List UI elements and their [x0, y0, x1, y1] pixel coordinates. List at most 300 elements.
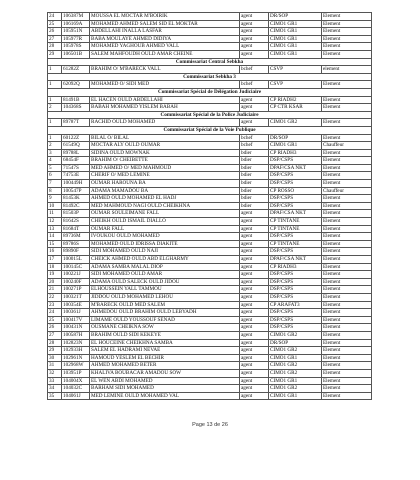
- row-number-cell: 27: [48, 35, 62, 43]
- unit-cell: DSP/CSPS: [269, 278, 322, 286]
- table-row: [48, 316, 372, 324]
- name-cell: AHMEDOU OULD BRAHIM OULD LEBYADH: [90, 309, 240, 317]
- unit-cell: DR/SOP: [269, 339, 322, 347]
- unit-cell: CSVP: [269, 66, 322, 74]
- grade-cell: agent: [240, 309, 269, 317]
- name-cell: EL HACEN OULD ABDELLAHI: [90, 96, 240, 104]
- table-row: [48, 339, 372, 347]
- matricule-cell: 104368S: [62, 104, 90, 112]
- table-row: [48, 233, 372, 241]
- role-cell: Element: [322, 104, 372, 112]
- matricule-cell: 102933H: [62, 347, 90, 355]
- matricule-cell: 100015L: [62, 256, 90, 264]
- role-cell: Element: [322, 309, 372, 317]
- row-number-cell: 28: [48, 339, 62, 347]
- role-cell: Element: [322, 369, 372, 377]
- unit-cell: CIMO1 GR2: [269, 385, 322, 393]
- unit-cell: CP TINTANE: [269, 218, 322, 226]
- matricule-cell: 60122Z: [62, 134, 90, 142]
- grade-cell: agent: [240, 324, 269, 332]
- unit-cell: DSP/CSPS: [269, 233, 322, 241]
- name-cell: ELHOUSSEIN YALL TAMMOU: [90, 286, 240, 294]
- grade-cell: agent: [240, 225, 269, 233]
- matricule-cell: 100145C: [62, 263, 90, 271]
- section-header-row: [48, 126, 372, 134]
- table-row: [48, 81, 372, 89]
- row-number-cell: 9: [48, 195, 62, 203]
- grade-cell: agent: [240, 104, 269, 112]
- unit-cell: DPAF/CSA NKT: [269, 256, 322, 264]
- unit-cell: CIMO1 GR1: [269, 35, 322, 43]
- table-row: [48, 324, 372, 332]
- unit-cell: CIMO1 GR1: [269, 50, 322, 58]
- table-row: [48, 180, 372, 188]
- name-cell: BABAH MOHAMED YISLEM BABAH: [90, 104, 240, 112]
- table-row: [48, 293, 372, 301]
- table-row: [48, 240, 372, 248]
- role-cell: Element: [322, 157, 372, 165]
- table-row: [48, 286, 372, 294]
- table-row: [48, 331, 372, 339]
- role-cell: Element: [322, 256, 372, 264]
- grade-cell: bdier: [240, 202, 269, 210]
- role-cell: Element: [322, 119, 372, 127]
- role-cell: Element: [322, 202, 372, 210]
- row-number-cell: 1: [48, 96, 62, 104]
- matricule-cell: 71547S: [62, 164, 90, 172]
- name-cell: ADAMA OULD SALECK OULD JIDOU: [90, 278, 240, 286]
- grade-cell: agent: [240, 263, 269, 271]
- name-cell: SALEM EL HADRAMI NEVAE: [90, 347, 240, 355]
- table-row: [48, 309, 372, 317]
- matricule-cell: 81642S: [62, 218, 90, 226]
- section-title: Commissariat Spécial de Délégation Judiciaire: [48, 88, 372, 96]
- grade-cell: agent: [240, 96, 269, 104]
- unit-cell: CIMO1 GR1: [269, 354, 322, 362]
- unit-cell: DSP/CSPS: [269, 309, 322, 317]
- name-cell: ADAMA MAMADOU BA: [90, 187, 240, 195]
- grade-cell: agent: [240, 377, 269, 385]
- role-cell: Element: [322, 172, 372, 180]
- name-cell: OUSMANE CHEIKNA SOW: [90, 324, 240, 332]
- name-cell: CHEICK AHMED OULD ABD ELGHARMY: [90, 256, 240, 264]
- section-header-row: [48, 88, 372, 96]
- grade-cell: agent: [240, 293, 269, 301]
- role-cell: Element: [322, 218, 372, 226]
- unit-cell: DR/SOP: [269, 13, 322, 21]
- grade-cell: agent: [240, 13, 269, 21]
- matricule-cell: 89736M: [62, 233, 90, 241]
- row-number-cell: 15: [48, 240, 62, 248]
- row-number-cell: 25: [48, 316, 62, 324]
- row-number-cell: 26: [48, 324, 62, 332]
- unit-cell: CP RIADH2: [269, 96, 322, 104]
- table-row: [48, 278, 372, 286]
- role-cell: Element: [322, 339, 372, 347]
- grade-cell: agent: [240, 278, 269, 286]
- row-number-cell: 33: [48, 377, 62, 385]
- grade-cell: agent: [240, 286, 269, 294]
- table-row: [48, 28, 372, 36]
- unit-cell: CSVP: [269, 81, 322, 89]
- name-cell: EL WEN ABDI MOHAMED: [90, 377, 240, 385]
- section-header-row: [48, 58, 372, 66]
- name-cell: JIDDOU OULD MOHAMED LEHOU: [90, 293, 240, 301]
- section-title: Commissariat Central Sebkha: [48, 58, 372, 66]
- table-row: [48, 377, 372, 385]
- name-cell: CHEIKH OULD ISMAIL DIALLO: [90, 218, 240, 226]
- matricule-cell: 105978S: [62, 43, 90, 51]
- row-number-cell: 8: [48, 187, 62, 195]
- table-row: [48, 13, 372, 21]
- row-number-cell: 21: [48, 286, 62, 294]
- row-number-cell: 18: [48, 263, 62, 271]
- role-cell: Element: [322, 331, 372, 339]
- matricule-cell: 81491B: [62, 96, 90, 104]
- unit-cell: CP ROSSO: [269, 187, 322, 195]
- table-row: [48, 134, 372, 142]
- grade-cell: bdier: [240, 172, 269, 180]
- row-number-cell: 29: [48, 50, 62, 58]
- name-cell: AHMED OULD MOHAMED EL HADJ: [90, 195, 240, 203]
- row-number-cell: 1: [48, 134, 62, 142]
- unit-cell: CIMO1 GR1: [269, 43, 322, 51]
- table-row: [48, 354, 372, 362]
- grade-cell: agent: [240, 347, 269, 355]
- personnel-table: [47, 12, 372, 400]
- table-row: [48, 50, 372, 58]
- role-cell: Element: [322, 240, 372, 248]
- matricule-cell: 106501B: [62, 50, 90, 58]
- row-number-cell: 1: [48, 81, 62, 89]
- role-cell: Element: [322, 180, 372, 188]
- row-number-cell: 22: [48, 293, 62, 301]
- role-cell: Element: [322, 301, 372, 309]
- table-row: [48, 225, 372, 233]
- name-cell: MOHAMED AHMED SALEM SID EL MOKTAR: [90, 20, 240, 28]
- unit-cell: CIMO1 GR1: [269, 28, 322, 36]
- unit-cell: CP TINTANE: [269, 225, 322, 233]
- grade-cell: agent: [240, 50, 269, 58]
- row-number-cell: 11: [48, 210, 62, 218]
- table-row: [48, 149, 372, 157]
- name-cell: BILAL O/ BILAL: [90, 134, 240, 142]
- matricule-cell: 100431N: [62, 324, 90, 332]
- row-number-cell: 26: [48, 28, 62, 36]
- row-number-cell: 16: [48, 248, 62, 256]
- name-cell: MOCTAR ALY OULD OUMAR: [90, 142, 240, 150]
- unit-cell: CIMO1 GR2: [269, 347, 322, 355]
- name-cell: EL HOUCEINE CHEIKHNA SAMBA: [90, 339, 240, 347]
- section-header-row: [48, 111, 372, 119]
- unit-cell: DSP/CSPS: [269, 248, 322, 256]
- grade-cell: bchef: [240, 134, 269, 142]
- row-number-cell: 17: [48, 256, 62, 264]
- matricule-cell: 89890F: [62, 248, 90, 256]
- matricule-cell: 106387M: [62, 13, 90, 21]
- grade-cell: bdier: [240, 187, 269, 195]
- matricule-cell: 89787T: [62, 119, 90, 127]
- name-cell: SIDI MOHAMED OULD NAJI: [90, 248, 240, 256]
- unit-cell: CIMO1 GR2: [269, 119, 322, 127]
- matricule-cell: 68454F: [62, 157, 90, 165]
- name-cell: HAMOUD YESLEM EL BECHIR: [90, 354, 240, 362]
- grade-cell: agent: [240, 256, 269, 264]
- matricule-cell: 100417V: [62, 316, 90, 324]
- grade-cell: agent: [240, 218, 269, 226]
- unit-cell: DSP/CSPS: [269, 324, 322, 332]
- grade-cell: bdier: [240, 180, 269, 188]
- matricule-cell: 89788L: [62, 149, 90, 157]
- unit-cell: DSP/CSPS: [269, 202, 322, 210]
- name-cell: ADAMA SAMBA MALAL DIOP: [90, 263, 240, 271]
- name-cell: ABDELLAHI INALLA LASFAR: [90, 28, 240, 36]
- grade-cell: agent: [240, 316, 269, 324]
- role-cell: Element: [322, 13, 372, 21]
- matricule-cell: 104032C: [62, 385, 90, 393]
- role-cell: Chauffeur: [322, 187, 372, 195]
- grade-cell: bdier: [240, 149, 269, 157]
- role-cell: Element: [322, 278, 372, 286]
- unit-cell: CIMO1 GR2: [269, 369, 322, 377]
- grade-cell: agent: [240, 20, 269, 28]
- role-cell: Element: [322, 28, 372, 36]
- row-number-cell: 5: [48, 164, 62, 172]
- table-row: [48, 347, 372, 355]
- row-number-cell: 25: [48, 20, 62, 28]
- role-cell: Element: [322, 20, 372, 28]
- unit-cell: CP RIADH3: [269, 149, 322, 157]
- unit-cell: CP RIADH3: [269, 263, 322, 271]
- role-cell: Element: [322, 324, 372, 332]
- row-number-cell: 24: [48, 309, 62, 317]
- name-cell: BARHAM SIDI MOHAMED: [90, 385, 240, 393]
- section-title: Commissariat Spécial de la Police Judiciaire: [48, 111, 372, 119]
- matricule-cell: 102823N: [62, 339, 90, 347]
- row-number-cell: 19: [48, 271, 62, 279]
- unit-cell: DPAF/CSA NKT: [269, 210, 322, 218]
- name-cell: SIDI MOHAMED OULD AMAR: [90, 271, 240, 279]
- role-cell: Element: [322, 286, 372, 294]
- matricule-cell: 100361J: [62, 309, 90, 317]
- grade-cell: agent: [240, 35, 269, 43]
- matricule-cell: 89786S: [62, 240, 90, 248]
- matricule-cell: 81453K: [62, 195, 90, 203]
- table-row: [48, 119, 372, 127]
- name-cell: AHMED MOHAMED BETER: [90, 362, 240, 370]
- role-cell: Element: [322, 50, 372, 58]
- grade-cell: agent: [240, 271, 269, 279]
- table-row: [48, 369, 372, 377]
- unit-cell: CIMO1 GR2: [269, 362, 322, 370]
- grade-cell: bchef: [240, 81, 269, 89]
- name-cell: MOUSSA EL MOCTAR M'BOIRIK: [90, 13, 240, 21]
- matricule-cell: 105951N: [62, 28, 90, 36]
- matricule-cell: 100221J: [62, 271, 90, 279]
- row-number-cell: 13: [48, 225, 62, 233]
- table-row: [48, 385, 372, 393]
- table-row: [48, 392, 372, 400]
- table-row: [48, 20, 372, 28]
- table-row: [48, 210, 372, 218]
- grade-cell: agent: [240, 248, 269, 256]
- unit-cell: DSP/CSPS: [269, 180, 322, 188]
- matricule-cell: 81684T: [62, 225, 90, 233]
- grade-cell: agent: [240, 354, 269, 362]
- personnel-table-container: [47, 12, 371, 400]
- page-number: Page 13 de 26: [192, 422, 228, 428]
- matricule-cell: 61549Q: [62, 142, 90, 150]
- grade-cell: agent: [240, 28, 269, 36]
- row-number-cell: 24: [48, 13, 62, 21]
- table-row: [48, 43, 372, 51]
- role-cell: Element: [322, 385, 372, 393]
- unit-cell: DR/SOP: [269, 134, 322, 142]
- unit-cell: CIMO1 GR2: [269, 331, 322, 339]
- name-cell: BABA MOULAYE AHMED DIDIYA: [90, 35, 240, 43]
- grade-cell: agent: [240, 369, 269, 377]
- name-cell: MED AHMED O/ MED MAHMOUD: [90, 164, 240, 172]
- role-cell: Element: [322, 225, 372, 233]
- grade-cell: agent: [240, 385, 269, 393]
- role-cell: Element: [322, 263, 372, 271]
- row-number-cell: 28: [48, 43, 62, 51]
- unit-cell: DPAF/CSA NKT: [269, 164, 322, 172]
- row-number-cell: 27: [48, 331, 62, 339]
- grade-cell: agent: [240, 43, 269, 51]
- table-row: [48, 271, 372, 279]
- matricule-cell: 81503P: [62, 210, 90, 218]
- table-row: [48, 195, 372, 203]
- unit-cell: CIMO1 GR1: [269, 20, 322, 28]
- role-cell: Element: [322, 248, 372, 256]
- matricule-cell: 61282Z: [62, 66, 90, 74]
- role-cell: Element: [322, 164, 372, 172]
- table-row: [48, 248, 372, 256]
- role-cell: Element: [322, 134, 372, 142]
- row-number-cell: 4: [48, 157, 62, 165]
- row-number-cell: 23: [48, 301, 62, 309]
- matricule-cell: 106169A: [62, 20, 90, 28]
- row-number-cell: 20: [48, 278, 62, 286]
- role-cell: Element: [322, 195, 372, 203]
- role-cell: Element: [322, 96, 372, 104]
- grade-cell: bdier: [240, 164, 269, 172]
- table-row: [48, 301, 372, 309]
- grade-cell: agent: [240, 392, 269, 400]
- role-cell: Element: [322, 43, 372, 51]
- role-cell: element: [322, 66, 372, 74]
- table-row: [48, 362, 372, 370]
- unit-cell: DSP/CSPS: [269, 286, 322, 294]
- name-cell: MOHAMED O/ SIDI MED: [90, 81, 240, 89]
- unit-cell: CP ARAFAT3: [269, 301, 322, 309]
- role-cell: Element: [322, 210, 372, 218]
- matricule-cell: 104061J: [62, 392, 90, 400]
- table-row: [48, 172, 372, 180]
- name-cell: BRAHIM O/ CHEIBETTE: [90, 157, 240, 165]
- grade-cell: agent: [240, 210, 269, 218]
- matricule-cell: 102961N: [62, 354, 90, 362]
- grade-cell: agent: [240, 301, 269, 309]
- matricule-cell: 100271P: [62, 286, 90, 294]
- section-header-row: [48, 73, 372, 81]
- role-cell: Chauffeur: [322, 142, 372, 150]
- matricule-cell: 100587H: [62, 331, 90, 339]
- matricule-cell: 100449H: [62, 180, 90, 188]
- name-cell: RACHID OULD MOHAMED: [90, 119, 240, 127]
- unit-cell: CIMO1 GR1: [269, 377, 322, 385]
- row-number-cell: 7: [48, 180, 62, 188]
- name-cell: BRAHIM OULD SIDI KEKEYE: [90, 331, 240, 339]
- role-cell: Element: [322, 392, 372, 400]
- name-cell: KHALIVA BOUBACAR AMADOU SOW: [90, 369, 240, 377]
- matricule-cell: 103951P: [62, 369, 90, 377]
- table-row: [48, 157, 372, 165]
- unit-cell: CP CTR KSAR: [269, 104, 322, 112]
- role-cell: Element: [322, 233, 372, 241]
- row-number-cell: 31: [48, 362, 62, 370]
- role-cell: Element: [322, 354, 372, 362]
- grade-cell: agent: [240, 339, 269, 347]
- table-row: [48, 256, 372, 264]
- role-cell: Element: [322, 293, 372, 301]
- table-row: [48, 35, 372, 43]
- unit-cell: CIMO1 GR1: [269, 142, 322, 150]
- row-number-cell: 14: [48, 233, 62, 241]
- grade-cell: agent: [240, 119, 269, 127]
- name-cell: MED MAHMOUD NAGI OULD CHEIKHNA: [90, 202, 240, 210]
- row-number-cell: 32: [48, 369, 62, 377]
- name-cell: OUMAR FALL: [90, 225, 240, 233]
- unit-cell: DSP/CSPS: [269, 316, 322, 324]
- name-cell: OUMAR SOULEIMANE FALL: [90, 210, 240, 218]
- matricule-cell: 100321T: [62, 293, 90, 301]
- matricule-cell: 100547P: [62, 187, 90, 195]
- name-cell: CHERIF O/ MED LEMINE: [90, 172, 240, 180]
- grade-cell: agent: [240, 331, 269, 339]
- name-cell: SIDINA OULD MOWNAK: [90, 149, 240, 157]
- row-number-cell: 1: [48, 119, 62, 127]
- name-cell: OUMAR HAROUNA BA: [90, 180, 240, 188]
- role-cell: Element: [322, 377, 372, 385]
- name-cell: SALEM MAHFOUDH OULD AMAR CHEINE: [90, 50, 240, 58]
- grade-cell: bdier: [240, 195, 269, 203]
- unit-cell: DSP/CSPS: [269, 195, 322, 203]
- role-cell: Element: [322, 271, 372, 279]
- role-cell: Element: [322, 149, 372, 157]
- table-row: [48, 142, 372, 150]
- matricule-cell: 100240F: [62, 278, 90, 286]
- table-row: [48, 263, 372, 271]
- unit-cell: CP TINTANE: [269, 240, 322, 248]
- personnel-table-body: [48, 13, 372, 400]
- unit-cell: DSP/CSPS: [269, 172, 322, 180]
- row-number-cell: 30: [48, 354, 62, 362]
- table-row: [48, 66, 372, 74]
- row-number-cell: 2: [48, 142, 62, 150]
- matricule-cell: 100354E: [62, 301, 90, 309]
- unit-cell: DSP/CSPS: [269, 157, 322, 165]
- unit-cell: DSP/CSPS: [269, 271, 322, 279]
- section-title: Commissariat Spécial de la Voie Publique: [48, 126, 372, 134]
- grade-cell: bchef: [240, 142, 269, 150]
- row-number-cell: 3: [48, 149, 62, 157]
- row-number-cell: 35: [48, 392, 62, 400]
- grade-cell: bchef: [240, 66, 269, 74]
- table-row: [48, 187, 372, 195]
- name-cell: LIMAME OULD YOUSSOUF SENAD: [90, 316, 240, 324]
